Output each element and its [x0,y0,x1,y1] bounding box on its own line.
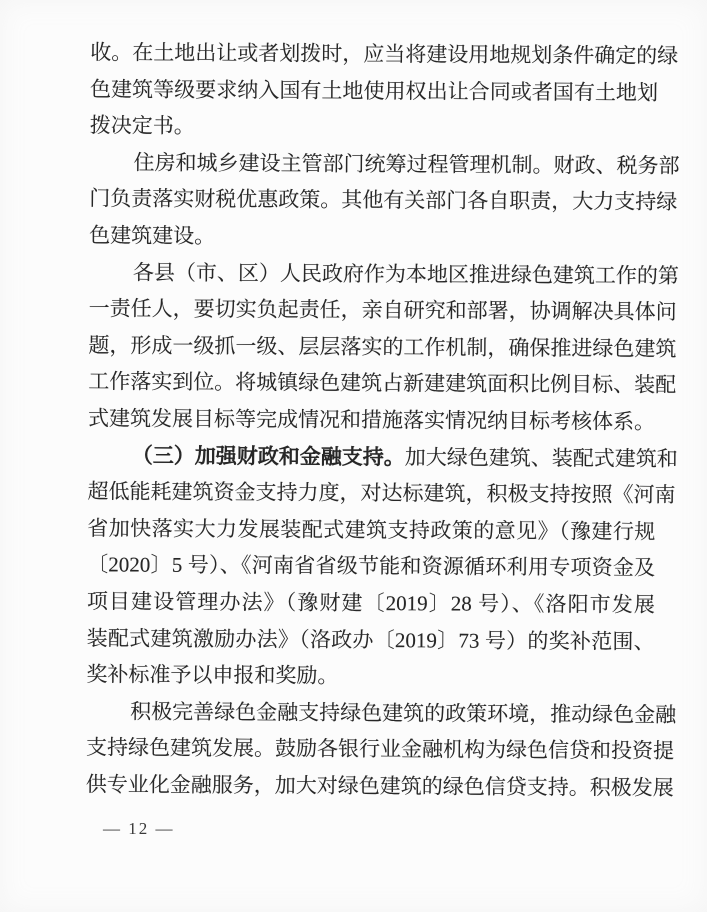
text-line [87,620,655,660]
text-run-bold: （三）加强财政和金融支持。 [131,443,405,469]
text-line [86,656,654,696]
text-run: 一责任人，要切实负起责任，亲自研究和部署，协调解决具体问 [88,296,677,325]
text-run: 积极完善绿色金融支持绿色建筑的政策环境，推动绿色金融 [130,699,677,727]
text-run: 省加快落实大力发展装配式建筑支持政策的意见》（豫建行规 [87,515,656,544]
text-line [87,583,655,623]
text-line [86,693,677,733]
document-body [85,34,680,806]
text-line [88,364,677,404]
text-line [89,217,657,257]
text-line [85,766,674,806]
text-line [90,107,658,147]
text-run: 项目建设管理办法》（豫财建〔2019〕28 号）、《洛阳市发展 [86,589,655,617]
text-run: 住房和城乡建设主管部门统筹过程管理机制。财政、税务部 [133,150,680,178]
text-line [88,327,677,367]
text-line [87,473,676,513]
text-run: 装配式建筑激励办法》（洛政办〔2019〕73 号）的奖补范围、 [86,625,655,654]
text-line [88,400,656,440]
text-line [90,71,658,111]
text-line [87,547,655,587]
text-run: 色建筑建设。 [89,223,216,249]
text-run: 奖补标准予以申报和奖励。 [86,662,339,688]
text-run: 式建筑发展目标等完成情况和措施落实情况纳目标考核体系。 [87,406,656,434]
text-run: 拨决定书。 [89,113,195,139]
text-run: 题，形成一级抓一级、层层落实的工作机制，确保推进绿色建筑 [88,333,677,361]
text-run: 门负责落实财税优惠政策。其他有关部门各自职责，大力支持绿 [89,186,678,215]
text-line [88,290,677,330]
text-run: 色建筑等级要求纳入国有土地使用权出让合同或者国有土地划 [89,76,659,105]
page-number: — 12 — [103,819,175,838]
text-run: 工作落实到位。将城镇绿色建筑占新建建筑面积比例目标、装配 [88,369,677,398]
text-run: 加大绿色建筑、装配式建筑和 [404,444,678,471]
text-run: 支持绿色建筑发展。鼓励各银行业金融机构为绿色信贷和投资提 [85,735,675,764]
text-line [89,254,679,294]
text-run: 各县（市、区）人民政府作为本地区推进绿色建筑工作的第 [132,260,679,288]
text-line [87,510,655,550]
text-line [88,437,678,477]
text-run: 超低能耗建筑资金支持力度，对达标建筑，积极支持按照《河南 [87,479,676,507]
text-run: 收。在土地出让或者划拨时，应当将建设用地规划条件确定的绿 [90,40,679,68]
text-run: 供专业化金融服务，加大对绿色建筑的绿色信贷支持。积极发展 [85,772,674,800]
text-line [85,730,675,770]
text-line [90,34,679,74]
text-run: 〔2020〕5 号）、《河南省省级节能和资源循环利用专项资金及 [87,552,656,581]
text-line [89,144,680,184]
text-line [89,181,678,221]
